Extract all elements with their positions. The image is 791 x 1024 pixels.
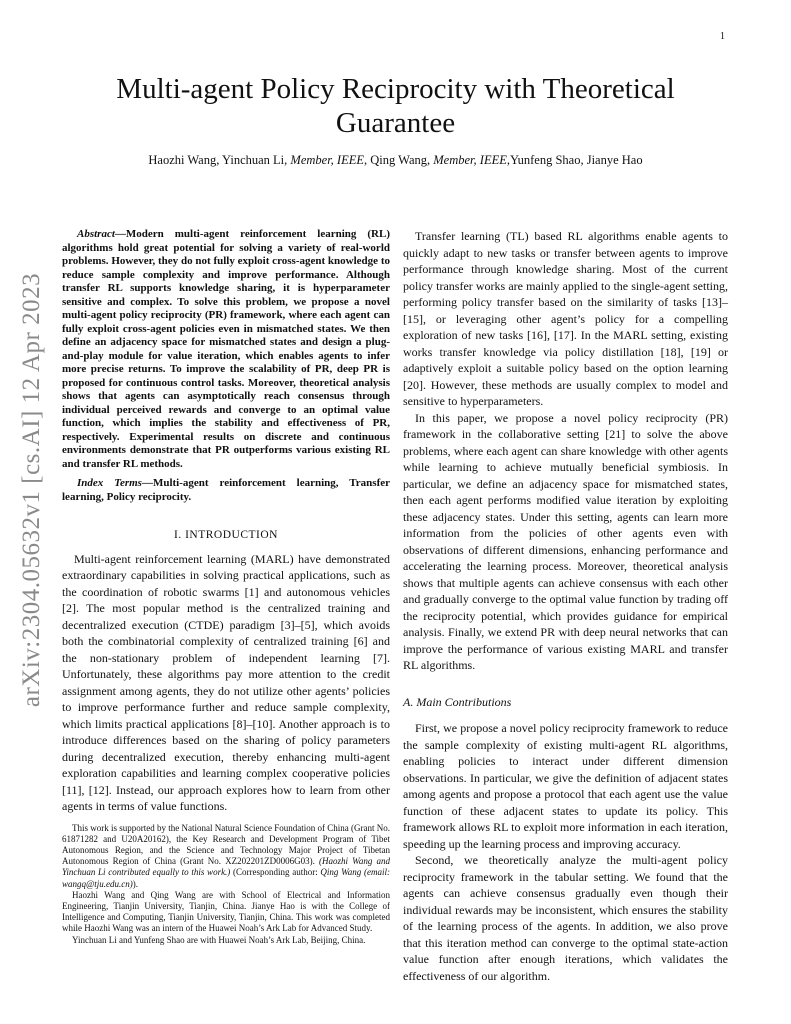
intro-paragraph-3: In this paper, we propose a novel policy reciprocity (PR) framework in the collaborative setting [21] to solve the above problems, where each agent can share knowledge with other agents while learning to achieve mutually beneficial symbiosis. In particular, we define an adjacency space for mismatched states, then each agent performs modified value iteration by exploiting these adjacency states. Under this setting, agents can learn more information from the policies of other agents even with observations of different dimensions, enhancing performance and accelerating the learning process. Moreover, theoretical analysis shows that multiple agents can achieve consensus with each other and gradually converge to the optimal value function by trading off the reciprocity potential, which provides guidance for empirical analysis. Finally, we extend PR with deep neural networks that can improve the performance of various existing MARL and transfer RL algorithms. [403,410,728,672]
author-role-1: Member, IEEE [290,153,365,167]
author-list [62,153,729,168]
author-role-2: Member, IEEE [433,153,507,167]
footnote-funding [62,823,390,890]
section-heading-introduction: I. INTRODUCTION [174,529,278,541]
arxiv-identifier: arXiv:2304.05632v1 [cs.AI] 12 Apr 2023 [18,272,46,708]
paper-title: Multi-agent Policy Reciprocity with Theoretical Guarantee [116,73,675,139]
author-group-3: ,Yunfeng Shao, Jianye Hao [506,153,643,167]
arxiv-sidebar-stamp [10,270,54,710]
footnote-affiliation-2: Yinchuan Li and Yunfeng Shao are with Huawei Noah’s Ark Lab, Beijing, China. [72,934,366,945]
footnote-funding-text: This work is supported by the National Natural Science Foundation of China (Grant No. 61871282 and U20A20162), the Key Research and Development Program of Tibet Autonomous Region, and the Science and Technology Major Project of Tibetan Autonomous Region of China (Grant No. XZ202201ZD0006G03). [62,822,390,867]
abstract-text: —Modern multi-agent reinforcement learning (RL) algorithms hold great potential for solving a variety of real-world problems. However, they do not fully exploit cross-agent knowledge to reduce sample complexity and improve performance. Although transfer RL supports knowledge sharing, it is hyperparameter sensitive and complex. To solve this problem, we propose a novel multi-agent policy reciprocity (PR) framework, where each agent can fully exploit cross-agent policies even in mismatched states. We then define an adjacency space for mismatched states and design a plug-and-play module for value iteration, which enables agents to infer more precise returns. To improve the scalability of PR, deep PR is proposed for continuous control tasks. Moreover, theoretical analysis shows that agents can asymptotically reach consensus through individual perceived rewards and converge to an optimal value function, which implies the stability and effectiveness of PR, respectively. Experimental results on discrete and continuous environments demonstrate that PR outperforms various existing RL and transfer RL methods. [62,228,390,470]
footnote-equal-contribution: (Haozhi Wang and Yinchuan Li contributed equally to this work.) [62,856,391,878]
footnote-corresponding-suffix: ). [132,878,139,889]
index-terms-text: —Multi-agent reinforcement learning, Transfer learning, Policy reciprocity. [62,477,390,503]
index-terms [62,477,390,504]
page-number: 1 [720,31,725,42]
contributions-paragraph-1: First, we propose a novel policy reciprocity framework to reduce the sample complexity of existing multi-agent RL algorithms, enabling policies to interact under different dimension observations. In particular, we give the definition of adjacent states among agents and propose a protocol that each agent use the value function of these adjacent states to update its policy. This framework allows RL to exploit more information in each iteration, speeding up the learning process and improving accuracy. [403,721,728,851]
abstract-label: Abstract [77,228,115,240]
footnote-affiliation-1: Haozhi Wang and Qing Wang are with School of Electrical and Information Engineering, Tianjin University, Tianjin, China. Jianye Hao is with the College of Intelligence and Computing, Tianjin University, Tianjin, China. This work was completed while Haozhi Wang was an intern of the Huawei Noah’s Ark Lab for Advanced Study. [62,889,390,934]
intro-paragraph-1: Multi-agent reinforcement learning (MARL) have demonstrated extraordinary capabilities in solving practical applications, such as the coordination of robotic swarms [1] and autonomous vehicles [2]. The most popular method is the centralized training and decentralized execution (CTDE) paradigm [3]–[5], which avoids both the combinatorial complexity of centralized training [6] and the non-stationary problem of independent learning [7]. Unfortunately, these algorithms pay more attention to the credit assignment among agents, they do not utilize other agents’ policies to improve performance further and reduce sample complexity, which limits practical applications [8]–[10]. Another approach is to introduce differences based on the sharing of policy parameters during decentralized execution, thereby enhancing multi-agent exploration capabilities and learning complex cooperative policies [11], [12]. Instead, our approach explores how to learn from other agents in terms of value functions. [62,551,390,813]
footnote-corresponding-prefix: (Corresponding author: [230,867,321,878]
intro-paragraph-2: Transfer learning (TL) based RL algorithms enable agents to quickly adapt to new tasks or transfer between agents to improve performance through knowledge sharing. Most of the current policy transfer works are mainly applied to the single-agent setting, performing policy transfer based on the similarity of tasks [13]–[15], or leveraging other agent’s policy for a compelling exploration of new tasks [16], [17]. In the MARL setting, existing works transfer knowledge via policy distillation [18], [19] or adaptively exploit a suitable policy based on the option learning [20]. However, these methods are usually complex to model and sensitive to hyperparameters. [403,229,728,408]
author-group-1: Haozhi Wang, Yinchuan Li, [148,153,291,167]
subsection-heading-contributions: A. Main Contributions [403,694,512,709]
index-terms-label: Index Terms [77,477,142,489]
right-column [403,228,728,984]
author-group-2: , Qing Wang, [364,153,434,167]
contributions-paragraph-2: Second, we theoretically analyze the multi-agent policy reciprocity framework in the tabular setting. We found that the agents can achieve consensus gradually even though their individual rewards may be inconsistent, which ensures the stability of the learning process of the agents. In addition, we also prove that this iteration method can converge to the optimal state-action value function after enough iterations, which validates the effectiveness of our algorithm. [403,853,728,983]
footnotes [62,823,390,946]
footnote-corresponding-author: Qing Wang (email: wangq@tju.edu.cn) [62,867,390,889]
abstract [62,228,390,471]
left-column [62,228,390,946]
